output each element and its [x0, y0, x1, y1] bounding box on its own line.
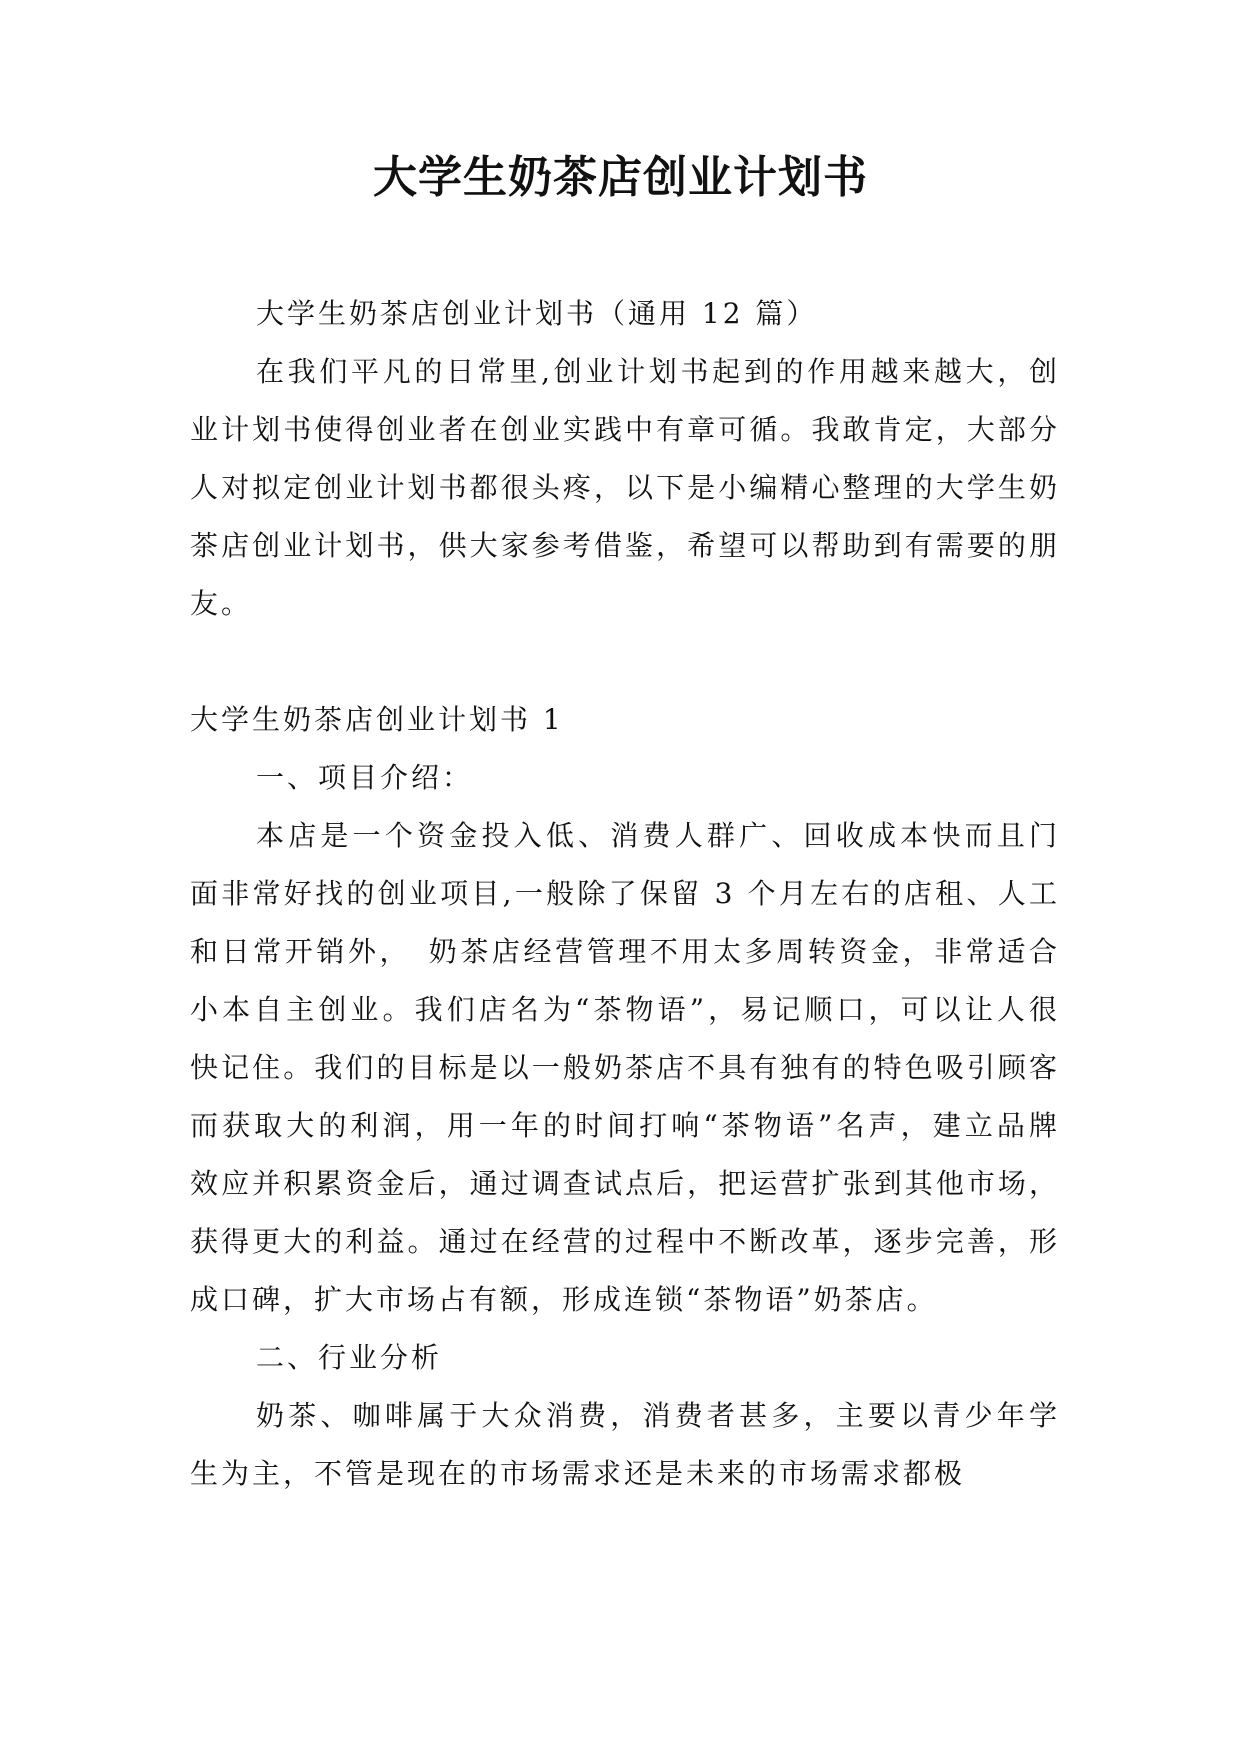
industry-analysis-paragraph: 奶茶、咖啡属于大众消费，消费者甚多，主要以青少年学生为主，不管是现在的市场需求还是未来的市场需求都极: [190, 1399, 1060, 1490]
document-subtitle: 大学生奶茶店创业计划书（通用 12 篇）: [256, 297, 818, 330]
intro-paragraph: 在我们平凡的日常里,创业计划书起到的作用越来越大，创业计划书使得创业者在创业实践中有章可循。我敢肯定，大部分人对拟定创业计划书都很头疼，以下是小编精心整理的大学生奶茶店创业计划书，供大家参考借鉴，希望可以帮助到有需要的朋友。: [190, 355, 1060, 620]
project-intro-paragraph: 本店是一个资金投入低、消费人群广、回收成本快而且门面非常好找的创业项目,一般除了保留 3 个月左右的店租、人工和日常开销外， 奶茶店经营管理不用太多周转资金，非常适合小本自主创业。我们店名为“茶物语”，易记顺口，可以让人很快记住。我们的目标是以一般奶茶店不具有独有的特色吸引顾客而获取大的利润，用一年的时间打响“茶物语”名声，建立品牌效应并积累资金后，通过调查试点后，把运营扩张到其他市场，获得更大的利益。通过在经营的过程中不断改革，逐步完善，形成口碑，扩大市场占有额，形成连锁“茶物语”奶茶店。: [190, 819, 1060, 1316]
section-heading: 大学生奶茶店创业计划书 1: [190, 703, 564, 736]
heading-project-intro: 一、项目介绍：: [256, 761, 474, 794]
document-body: [190, 285, 1060, 1503]
document-title: 大学生奶茶店创业计划书: [373, 152, 868, 203]
heading-industry-analysis: 二、行业分析: [256, 1341, 443, 1374]
paragraph-spacer: [190, 633, 1060, 691]
